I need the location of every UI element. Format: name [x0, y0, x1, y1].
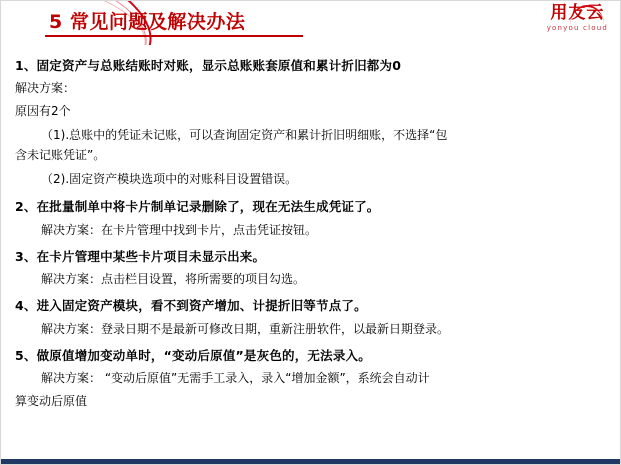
question-1-item-2: （2).固定资产模块选项中的对账科目设置错误。: [41, 172, 298, 187]
question-1-item-1-line-2: 含未记账凭证”。: [15, 147, 106, 162]
slide-header: [1, 1, 620, 45]
question-1-cause-label: 原因有2个: [15, 103, 71, 118]
question-4-heading: 4、进入固定资产模块，看不到资产增加、计提折旧等节点了。: [15, 298, 367, 314]
question-5-solution-line-1: 解决方案： “变动后原值”无需手工录入，录入“增加金额”，系统会自动计: [41, 371, 430, 386]
title-underline: [45, 35, 303, 37]
question-1-solution-label: 解决方案：: [15, 81, 76, 96]
brand-logo: [547, 5, 608, 32]
logo-sub-text: yonyou cloud: [546, 24, 608, 32]
question-2-heading: 2、在批量制单中将卡片制单记录删除了，现在无法生成凭证了。: [15, 199, 380, 215]
question-4-solution: 解决方案：登录日期不是最新可修改日期，重新注册软件，以最新日期登录。: [41, 321, 450, 336]
logo-main-text: 用友云: [550, 3, 605, 23]
page-title: 5 常见问题及解决办法: [49, 11, 246, 33]
question-5-heading: 5、做原值增加变动单时，“变动后原值”是灰色的，无法录入。: [15, 347, 371, 363]
question-2-solution: 解决方案：在卡片管理中找到卡片，点击凭证按钮。: [41, 222, 318, 237]
question-1-heading: 1、固定资产与总账结账时对账，显示总账账套原值和累计折旧都为0: [15, 58, 402, 73]
slide-body: [1, 45, 620, 412]
question-3-heading: 3、在卡片管理中某些卡片项目未显示出来。: [15, 248, 266, 264]
question-5-solution-line-2: 算变动后原值: [15, 394, 88, 409]
question-1-item-1-line-1: （1).总账中的凭证未记账，可以查询固定资产和累计折旧明细账，不选择“包: [41, 127, 448, 142]
question-3-solution: 解决方案：点击栏目设置，将所需要的项目勾选。: [41, 272, 306, 287]
footer-bar: [1, 459, 620, 464]
